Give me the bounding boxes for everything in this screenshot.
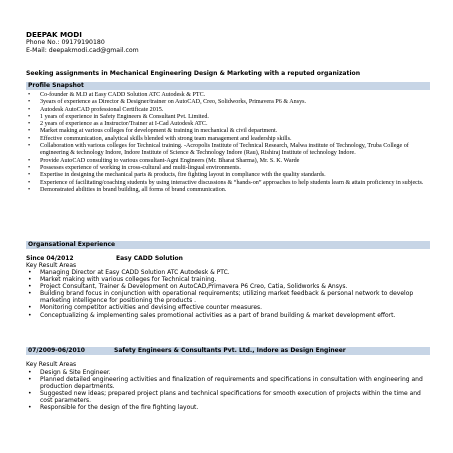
bullet-dot-icon: • bbox=[28, 172, 31, 179]
bullet-dot-icon: • bbox=[28, 143, 31, 150]
profile-snapshot-heading: Profile Snapshot bbox=[26, 82, 430, 90]
bullet-dot-icon: • bbox=[28, 390, 32, 398]
list-item: • Managing Director at Easy CADD Solution ATC Autodesk & PTC. bbox=[28, 269, 230, 276]
bullet-dot-icon: • bbox=[28, 376, 32, 384]
list-item: • Suggested new ideas; prepared project plans and technical specifications for smooth execution of projects within the time and cost parameters. bbox=[28, 390, 421, 405]
bullet-dot-icon: • bbox=[28, 113, 31, 120]
bullet-dot-icon: • bbox=[28, 283, 32, 291]
list-item: • 2 years of experience as a Instructor/Trainer at I-Cad Autodesk ATC. bbox=[28, 121, 208, 128]
list-item: • Expertise in designing the mechanical parts & products, fire fighting layout in compliance with the quality standards. bbox=[28, 172, 326, 179]
bullet-dot-icon: • bbox=[28, 186, 31, 193]
list-item: • Possesses experience of working in cross-cultural and multi-lingual environments. bbox=[28, 164, 241, 171]
bullet-dot-icon: • bbox=[28, 121, 31, 128]
list-item: • Collaboration with various colleges for Technical training. -Acropolis Institute of Technical Research, Malwa institute of Technology, Truba College of engineering & technology Indore, Indore Institute of Science & Technology Indore (Rau), Rishiraj Institute of technology Indore. bbox=[28, 143, 409, 157]
list-item: • Responsible for the design of the fire fighting layout. bbox=[28, 404, 199, 412]
list-item: • Market making at various colleges for development & training in mechanical & civil department. bbox=[28, 128, 278, 135]
phone-number: Phone No.: 09179190180 bbox=[26, 39, 105, 46]
job2-period: 07/2009-06/2010 bbox=[28, 347, 85, 354]
job1-period: Since 04/2012 bbox=[26, 255, 74, 262]
profile-snapshot-list bbox=[26, 92, 430, 194]
bullet-dot-icon: • bbox=[28, 164, 31, 171]
list-item: • 3years of experience as Director & Designer/trainer on AutoCAD, Creo, Solidworks, Primavera P6 & Ansys. bbox=[28, 99, 307, 106]
candidate-name: DEEPAK MODI bbox=[26, 30, 82, 39]
bullet-dot-icon: • bbox=[28, 311, 32, 319]
email-address: E-Mail: deepakmodi.cad@gmail.com bbox=[26, 47, 139, 54]
list-item: • Monitoring competitor activities and devising effective counter measures. bbox=[28, 304, 263, 312]
list-item: • Co-founder & M.D at Easy CADD Solution ATC Autodesk & PTC. bbox=[28, 92, 206, 98]
list-item: • Autodesk AutoCAD professional Certificate 2015. bbox=[28, 106, 164, 113]
bullet-dot-icon: • bbox=[28, 135, 31, 142]
bullet-dot-icon: • bbox=[28, 269, 32, 276]
job1-kra-label: Key Result Areas bbox=[26, 262, 77, 269]
job1-header bbox=[26, 255, 183, 262]
job1-responsibilities bbox=[26, 269, 430, 319]
bullet-dot-icon: • bbox=[28, 179, 31, 186]
job2-header bbox=[26, 347, 430, 355]
job2-company: Safety Engineers & Consultants Pvt. Ltd., Indore as Design Engineer bbox=[114, 347, 346, 354]
bullet-dot-icon: • bbox=[28, 128, 31, 135]
career-objective: Seeking assignments in Mechanical Engineering Design & Marketing with a reputed organization bbox=[26, 70, 361, 77]
job2-kra-label: Key Result Areas bbox=[26, 361, 77, 368]
bullet-dot-icon: • bbox=[28, 99, 31, 106]
list-item: • Conceptualizing & implementing sales promotional activities as a part of brand building & market development effort. bbox=[28, 311, 396, 319]
list-item: • Demonstrated abilities in brand building, all forms of brand communication. bbox=[28, 186, 227, 193]
list-item: • Building brand focus in conjunction with operational requirements; utilizing market feedback & personal network to develop marketing intelligence for positioning the products . bbox=[28, 290, 414, 305]
list-item: • Experience of facilitating/coaching students by using interactive discussions & “hands-on” approaches to help students learn & attain proficiency in subjects. bbox=[28, 179, 424, 186]
bullet-dot-icon: • bbox=[28, 290, 32, 298]
job1-company: Easy CADD Solution bbox=[116, 255, 183, 262]
list-item: • Design & Site Engineer. bbox=[28, 369, 111, 376]
bullet-dot-icon: • bbox=[28, 106, 31, 113]
list-item: • 1 years of experience in Safety Engineers & Consultant Pvt. Limited. bbox=[28, 113, 209, 120]
list-item: • Project Consultant, Trainer & Development on AutoCAD,Primavera P6 Creo, Catia, Solidworks & Ansys. bbox=[28, 283, 348, 291]
bullet-dot-icon: • bbox=[28, 404, 32, 412]
list-item: • Effective communication, analytical skills blended with strong team management and leadership skills. bbox=[28, 135, 292, 142]
experience-heading: Organsational Experience bbox=[26, 241, 430, 249]
contact-header bbox=[26, 30, 139, 55]
list-item: • Provide AutoCAD consulting to various consultant-Agni Engineers (Mr. Bharat Sharma), Mr. S. K. Warde bbox=[28, 157, 300, 164]
bullet-dot-icon: • bbox=[28, 276, 32, 284]
job2-responsibilities bbox=[26, 369, 430, 412]
bullet-dot-icon: • bbox=[28, 304, 32, 312]
list-item: • Market making with various colleges for Technical training. bbox=[28, 276, 217, 284]
bullet-dot-icon: • bbox=[28, 157, 31, 164]
bullet-dot-icon: • bbox=[28, 369, 32, 376]
list-item: • Planned detailed engineering activities and finalization of requirements and specifications in consultation with engineering and production departments. bbox=[28, 376, 423, 391]
bullet-dot-icon: • bbox=[28, 92, 31, 98]
